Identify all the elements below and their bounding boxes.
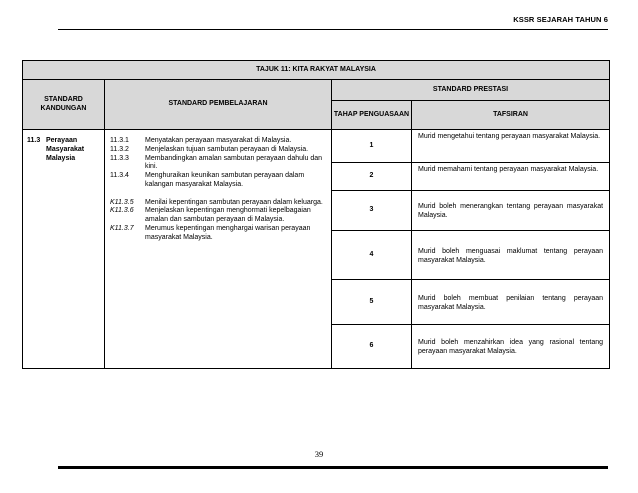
pembelajaran-code: K11.3.6 (110, 207, 134, 215)
curriculum-table (22, 60, 610, 369)
pembelajaran-text: Merumus kepentingan menghargai warisan perayaan masyarakat Malaysia. (145, 224, 311, 241)
tafsiran-text: Murid boleh menguasai maklumat tentang perayaan masyarakat Malaysia. (412, 231, 610, 280)
kandungan-number: 11.3 (27, 137, 41, 144)
tahap-level: 1 (332, 130, 412, 163)
header-standard-kandungan: STANDARD KANDUNGAN (23, 80, 105, 130)
header-standard-pembelajaran: STANDARD PEMBELAJARAN (105, 80, 332, 130)
tahap-level: 2 (332, 163, 412, 191)
pembelajaran-text: Menghuraikan keunikan sambutan perayaan dalam kalangan masyarakat Malaysia. (145, 172, 305, 188)
tafsiran-text: Murid memahami tentang perayaan masyarakat Malaysia. (412, 163, 610, 191)
tafsiran-text: Murid boleh menerangkan tentang perayaan masyarakat Malaysia. (412, 191, 610, 231)
pembelajaran-item (110, 146, 327, 155)
pembelajaran-item (110, 199, 327, 208)
header-rule (58, 29, 608, 30)
tafsiran-text: Murid boleh menzahirkan idea yang rasional tentang perayaan masyarakat Malaysia. (412, 325, 610, 369)
kandungan-text: Perayaan Masyarakat Malaysia (46, 137, 85, 162)
pembelajaran-code: K11.3.7 (110, 224, 134, 232)
pembelajaran-code: 11.3.1 (110, 137, 129, 144)
standard-pembelajaran-cell (105, 130, 332, 369)
header-standard-prestasi: STANDARD PRESTASI (332, 80, 610, 101)
tahap-level: 3 (332, 191, 412, 231)
pembelajaran-text: Menjelaskan tujuan sambutan perayaan di Malaysia. (145, 145, 309, 153)
pembelajaran-item (110, 172, 327, 190)
header-tafsiran: TAFSIRAN (412, 101, 610, 130)
pembelajaran-text: Menilai kepentingan sambutan perayaan dalam keluarga. (145, 198, 323, 206)
pembelajaran-text: Menjelaskan kepentingan menghormati kepelbagaian amalan dan sambutan perayaan di Malaysia. (145, 207, 311, 223)
pembelajaran-item (110, 207, 327, 225)
standard-kandungan-cell (23, 130, 105, 369)
pembelajaran-text: Membandingkan amalan sambutan perayaan dahulu dan kini. (145, 154, 323, 171)
pembelajaran-code: K11.3.5 (110, 198, 134, 206)
header-tahap-penguasaan: TAHAP PENGUASAAN (332, 101, 412, 130)
pembelajaran-code: 11.3.3 (110, 154, 129, 162)
pembelajaran-item (110, 137, 327, 146)
tafsiran-text: Murid boleh membuat penilaian tentang perayaan masyarakat Malaysia. (412, 280, 610, 325)
tafsiran-text: Murid mengetahui tentang perayaan masyarakat Malaysia. (412, 130, 610, 163)
pembelajaran-item (110, 155, 327, 173)
pembelajaran-code: 11.3.2 (110, 145, 129, 153)
table-title: TAJUK 11: KITA RAKYAT MALAYSIA (23, 61, 610, 80)
page-number: 39 (314, 449, 324, 459)
tahap-level: 5 (332, 280, 412, 325)
pembelajaran-item (110, 225, 327, 243)
document-header: KSSR SEJARAH TAHUN 6 (513, 15, 608, 24)
tahap-level: 6 (332, 325, 412, 369)
pembelajaran-text: Menyatakan perayaan masyarakat di Malaysia. (145, 137, 292, 144)
footer-rule (58, 466, 608, 469)
tahap-level: 4 (332, 231, 412, 280)
pembelajaran-code: 11.3.4 (110, 172, 129, 179)
